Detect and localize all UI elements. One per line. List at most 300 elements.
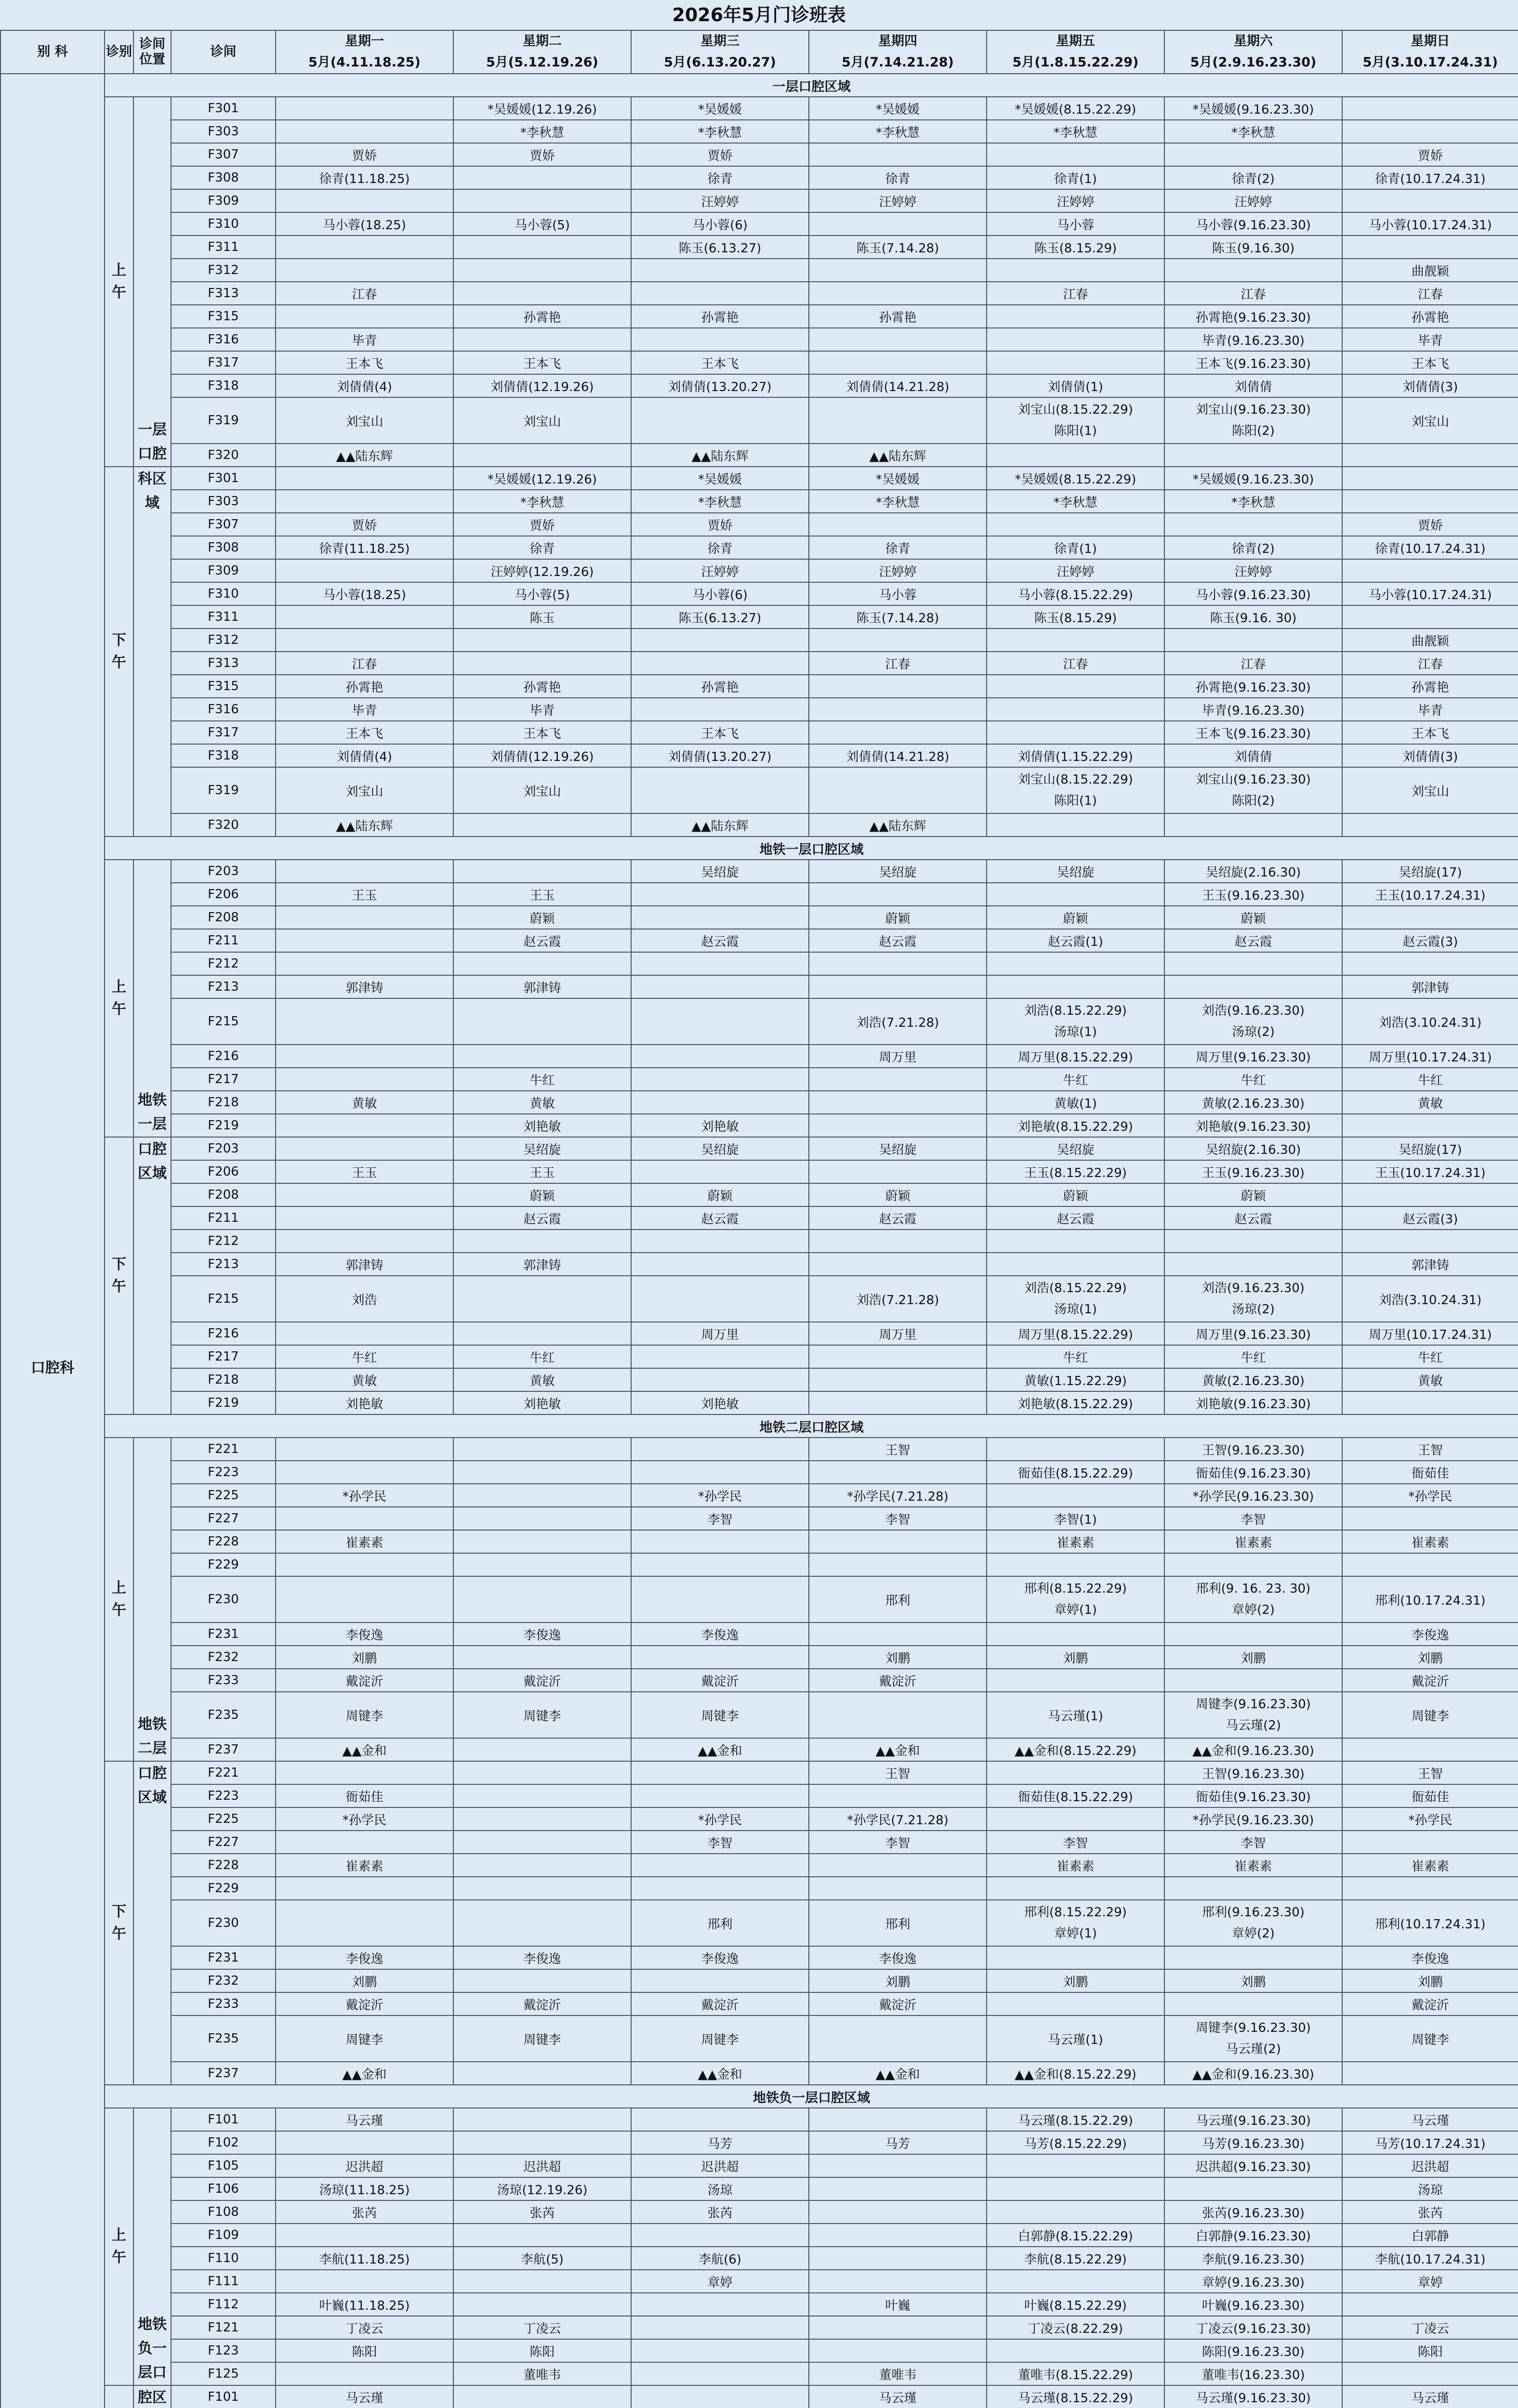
doctor-cell xyxy=(453,1438,631,1461)
doctor-cell: 汤琼(11.18.25) xyxy=(276,2177,453,2200)
doctor-cell: 曲靓颖 xyxy=(1342,259,1518,282)
doctor-cell xyxy=(1342,2362,1518,2385)
schedule-row xyxy=(0,628,1518,652)
doctor-cell xyxy=(276,1761,453,1784)
day-name: 星期六 xyxy=(1234,34,1273,49)
doctor-cell: 李智 xyxy=(631,1507,809,1530)
doctor-cell xyxy=(809,1877,987,1900)
room-cell: F213 xyxy=(171,1253,276,1276)
schedule-row xyxy=(0,397,1518,444)
room-cell: F101 xyxy=(171,2385,276,2408)
doctor-cell: 汪婷婷 xyxy=(987,189,1164,212)
doctor-cell xyxy=(987,2200,1164,2224)
doctor-cell xyxy=(453,259,631,282)
doctor-cell xyxy=(453,1761,631,1784)
doctor-cell: 贾娇 xyxy=(453,143,631,166)
doctor-cell: 章婷(9.16.23.30) xyxy=(1164,2270,1342,2293)
room-cell: F221 xyxy=(171,1438,276,1461)
doctor-cell: *吴媛媛 xyxy=(809,467,987,490)
doctor-cell: 李航(10.17.24.31) xyxy=(1342,2247,1518,2270)
doctor-cell xyxy=(276,1553,453,1576)
doctor-cell xyxy=(453,328,631,351)
doctor-cell xyxy=(809,1461,987,1484)
doctor-cell: 徐青 xyxy=(809,536,987,559)
doctor-cell xyxy=(276,1877,453,1900)
doctor-cell: 贾娇 xyxy=(276,513,453,536)
room-cell: F216 xyxy=(171,1322,276,1345)
day-name: 星期一 xyxy=(345,34,384,49)
doctor-cell xyxy=(1164,1553,1342,1576)
room-cell: F312 xyxy=(171,259,276,282)
room-cell: F110 xyxy=(171,2247,276,2270)
room-cell: F123 xyxy=(171,2339,276,2362)
doctor-cell xyxy=(1342,2293,1518,2316)
doctor-cell: ▲▲金和 xyxy=(809,2062,987,2085)
doctor-cell: 赵云霞(1) xyxy=(987,929,1164,952)
doctor-cell: 刘浩(7.21.28) xyxy=(809,998,987,1045)
doctor-cell: 刘鹏 xyxy=(276,1646,453,1669)
doctor-cell xyxy=(631,998,809,1045)
room-cell: F211 xyxy=(171,1206,276,1230)
doctor-cell xyxy=(1342,813,1518,837)
doctor-cell xyxy=(987,444,1164,467)
doctor-cell xyxy=(1342,1738,1518,1761)
doctor-cell: 王智 xyxy=(809,1438,987,1461)
doctor-cell xyxy=(453,2293,631,2316)
doctor-cell: 刘倩倩(3) xyxy=(1342,744,1518,767)
doctor-cell: 徐青 xyxy=(453,536,631,559)
doctor-entry: 陈阳(1) xyxy=(1054,794,1097,808)
doctor-cell xyxy=(276,860,453,883)
doctor-cell: 刘宝山 xyxy=(276,397,453,444)
day-dates: 5月(3.10.17.24.31) xyxy=(1362,55,1498,70)
room-cell: F303 xyxy=(171,120,276,143)
schedule-row xyxy=(0,860,1518,883)
doctor-cell: 周万里(8.15.22.29) xyxy=(987,1322,1164,1345)
room-cell: F301 xyxy=(171,97,276,120)
doctor-entry: 周键李(9.16.23.30) xyxy=(1196,1697,1311,1712)
doctor-entry: 刘浩(8.15.22.29) xyxy=(1024,1281,1127,1296)
doctor-cell xyxy=(809,1068,987,1091)
doctor-cell: 黄敏 xyxy=(276,1091,453,1114)
doctor-entry: 章婷(1) xyxy=(1054,1603,1097,1617)
doctor-cell: 王智 xyxy=(1342,1761,1518,1784)
doctor-cell: 徐青 xyxy=(809,166,987,189)
doctor-cell xyxy=(453,1854,631,1877)
schedule-row xyxy=(0,1068,1518,1091)
doctor-cell: 刘浩 xyxy=(276,1276,453,1322)
doctor-cell: 徐青(1) xyxy=(987,166,1164,189)
schedule-row xyxy=(0,120,1518,143)
doctor-cell xyxy=(276,1183,453,1206)
doctor-cell: 蔚颖 xyxy=(1164,906,1342,929)
doctor-cell xyxy=(276,189,453,212)
doctor-cell: 崔素素 xyxy=(987,1530,1164,1553)
doctor-entry: 章婷(2) xyxy=(1232,1603,1275,1617)
room-cell: F232 xyxy=(171,1969,276,1992)
doctor-cell xyxy=(631,259,809,282)
doctor-cell xyxy=(809,1692,987,1738)
doctor-cell: 马小蓉(8.15.22.29) xyxy=(987,582,1164,605)
session-label: 上午 xyxy=(105,2108,133,2385)
schedule-row xyxy=(0,212,1518,236)
doctor-cell xyxy=(987,1992,1164,2015)
doctor-cell: 马芳(9.16.23.30) xyxy=(1164,2131,1342,2154)
doctor-cell: *孙学民 xyxy=(631,1484,809,1507)
doctor-cell: 刘鹏 xyxy=(276,1969,453,1992)
schedule-row xyxy=(0,2015,1518,2062)
doctor-cell: 刘倩倩(12.19.26) xyxy=(453,744,631,767)
doctor-cell: 马小蓉(18.25) xyxy=(276,582,453,605)
doctor-cell xyxy=(631,1530,809,1553)
doctor-cell xyxy=(453,189,631,212)
schedule-row xyxy=(0,1253,1518,1276)
room-cell: F309 xyxy=(171,189,276,212)
doctor-cell: *孙学民(9.16.23.30) xyxy=(1164,1807,1342,1831)
doctor-cell xyxy=(987,628,1164,652)
doctor-cell: 刘浩(7.21.28) xyxy=(809,1276,987,1322)
doctor-cell: 张芮 xyxy=(276,2200,453,2224)
doctor-cell: 牛红 xyxy=(276,1345,453,1368)
doctor-cell: ▲▲金和 xyxy=(631,2062,809,2085)
schedule-row xyxy=(0,1137,1518,1160)
room-cell: F235 xyxy=(171,1692,276,1738)
schedule-row xyxy=(0,605,1518,628)
doctor-cell: 刘艳敏 xyxy=(276,1391,453,1414)
room-cell: F301 xyxy=(171,467,276,490)
doctor-cell: 徐青(2) xyxy=(1164,166,1342,189)
doctor-cell xyxy=(987,328,1164,351)
doctor-cell: 吴绍旋 xyxy=(453,1137,631,1160)
doctor-cell: 毕青 xyxy=(276,698,453,721)
doctor-entry: 邢利(9.16.23.30) xyxy=(1202,1905,1305,1920)
schedule-row xyxy=(0,929,1518,952)
doctor-cell: 牛红 xyxy=(453,1345,631,1368)
doctor-cell: 王本飞 xyxy=(453,721,631,744)
doctor-cell: 赵云霞 xyxy=(1164,929,1342,952)
doctor-cell: 马芳 xyxy=(809,2131,987,2154)
doctor-cell: 迟洪超(9.16.23.30) xyxy=(1164,2154,1342,2177)
doctor-cell: 吴绍旋(2.16.30) xyxy=(1164,1137,1342,1160)
doctor-cell xyxy=(1164,1669,1342,1692)
doctor-cell xyxy=(276,467,453,490)
doctor-cell: 刘倩倩(14.21.28) xyxy=(809,744,987,767)
doctor-cell: 王玉(10.17.24.31) xyxy=(1342,1160,1518,1183)
doctor-cell: 吴绍旋 xyxy=(987,1137,1164,1160)
doctor-cell: 王本飞(9.16.23.30) xyxy=(1164,351,1342,374)
schedule-row xyxy=(0,1576,1518,1623)
header-dept: 别 科 xyxy=(0,30,105,74)
doctor-cell: 汪婷婷 xyxy=(987,559,1164,582)
doctor-cell: 王本飞 xyxy=(1342,721,1518,744)
doctor-cell: 董唯韦 xyxy=(809,2362,987,2385)
session-label: 上午 xyxy=(105,860,133,1137)
doctor-entry: 马云瑾(2) xyxy=(1226,2042,1281,2056)
doctor-cell xyxy=(631,1553,809,1576)
doctor-cell: 孙霄艳 xyxy=(1342,675,1518,698)
room-cell: F312 xyxy=(171,628,276,652)
doctor-cell: 赵云霞 xyxy=(453,929,631,952)
doctor-cell: 毕青 xyxy=(276,328,453,351)
doctor-cell xyxy=(276,1461,453,1484)
doctor-cell xyxy=(809,2015,987,2062)
doctor-cell xyxy=(809,2200,987,2224)
room-cell: F311 xyxy=(171,605,276,628)
doctor-cell xyxy=(1342,1230,1518,1253)
doctor-cell xyxy=(1342,467,1518,490)
doctor-cell: 董唯韦(8.15.22.29) xyxy=(987,2362,1164,2385)
doctor-cell: 周键李 xyxy=(276,2015,453,2062)
doctor-cell: 王智(9.16.23.30) xyxy=(1164,1761,1342,1784)
doctor-cell xyxy=(631,767,809,813)
doctor-cell xyxy=(1164,143,1342,166)
room-cell: F121 xyxy=(171,2316,276,2339)
doctor-cell: 孙霄艳 xyxy=(453,675,631,698)
schedule-row xyxy=(0,1553,1518,1576)
schedule-row xyxy=(0,2339,1518,2362)
doctor-cell: 周键李 xyxy=(453,1692,631,1738)
doctor-cell xyxy=(987,259,1164,282)
room-cell: F111 xyxy=(171,2270,276,2293)
doctor-cell: 刘鹏 xyxy=(1342,1646,1518,1669)
doctor-cell xyxy=(987,1553,1164,1576)
doctor-cell xyxy=(631,906,809,929)
schedule-row xyxy=(0,975,1518,998)
doctor-cell: 陈玉(6.13.27) xyxy=(631,236,809,259)
doctor-cell: 刘倩倩(1) xyxy=(987,374,1164,397)
doctor-cell xyxy=(987,2154,1164,2177)
schedule-row xyxy=(0,2385,1518,2408)
doctor-cell: 赵云霞 xyxy=(631,929,809,952)
session-label: 上午 xyxy=(105,1438,133,1761)
doctor-cell xyxy=(631,2385,809,2408)
doctor-cell: *孙学民(7.21.28) xyxy=(809,1807,987,1831)
doctor-cell: 周万里 xyxy=(809,1045,987,1068)
section-title: 地铁一层口腔区域 xyxy=(105,837,1518,860)
room-cell: F309 xyxy=(171,559,276,582)
doctor-entry: 汤琼(2) xyxy=(1232,1302,1275,1317)
doctor-cell: 刘浩(3.10.24.31) xyxy=(1342,998,1518,1045)
doctor-cell: 蔚颖 xyxy=(987,1183,1164,1206)
doctor-cell: 刘艳敏 xyxy=(453,1391,631,1414)
doctor-cell: ▲▲陆东辉 xyxy=(631,813,809,837)
doctor-cell: 吴绍旋(17) xyxy=(1342,1137,1518,1160)
doctor-cell: 牛红 xyxy=(987,1068,1164,1091)
doctor-cell: 徐青(10.17.24.31) xyxy=(1342,166,1518,189)
doctor-cell: 周键李 xyxy=(1342,1692,1518,1738)
area-label: 一层口腔 xyxy=(133,97,171,467)
room-cell: F318 xyxy=(171,374,276,397)
doctor-cell xyxy=(1164,998,1342,1045)
doctor-cell: 陈玉(9.16. 30) xyxy=(1164,605,1342,628)
schedule-row xyxy=(0,1969,1518,1992)
doctor-cell: 戴淀沂 xyxy=(453,1669,631,1692)
doctor-cell xyxy=(1164,259,1342,282)
room-cell: F223 xyxy=(171,1784,276,1807)
room-cell: F218 xyxy=(171,1091,276,1114)
room-cell: F213 xyxy=(171,975,276,998)
doctor-cell: 马小蓉(9.16.23.30) xyxy=(1164,582,1342,605)
schedule-table xyxy=(0,30,1518,2408)
schedule-row xyxy=(0,1391,1518,1414)
doctor-cell: 黄敏 xyxy=(276,1368,453,1391)
doctor-cell xyxy=(1342,1831,1518,1854)
doctor-entry: 陈阳(1) xyxy=(1054,424,1097,438)
schedule-row xyxy=(0,1646,1518,1669)
doctor-cell xyxy=(276,1068,453,1091)
schedule-row xyxy=(0,143,1518,166)
doctor-cell: 李航(11.18.25) xyxy=(276,2247,453,2270)
room-cell: F316 xyxy=(171,698,276,721)
doctor-cell: 蔚颖 xyxy=(987,906,1164,929)
doctor-cell: 戴淀沂 xyxy=(276,1669,453,1692)
doctor-cell: *吴媛媛 xyxy=(631,467,809,490)
room-cell: F313 xyxy=(171,652,276,675)
doctor-cell xyxy=(276,628,453,652)
schedule-row xyxy=(0,2062,1518,2085)
doctor-cell: 孙霄艳(9.16.23.30) xyxy=(1164,675,1342,698)
doctor-cell: 丁凌云 xyxy=(453,2316,631,2339)
schedule-row xyxy=(0,97,1518,120)
doctor-cell: 王玉 xyxy=(276,1160,453,1183)
room-cell: F229 xyxy=(171,1877,276,1900)
doctor-cell: 周键李 xyxy=(631,2015,809,2062)
doctor-cell xyxy=(276,1438,453,1461)
doctor-cell: *吴媛媛(8.15.22.29) xyxy=(987,467,1164,490)
doctor-cell xyxy=(631,2293,809,2316)
doctor-cell: 刘倩倩(1.15.22.29) xyxy=(987,744,1164,767)
doctor-cell: 刘艳敏(9.16.23.30) xyxy=(1164,1391,1342,1414)
doctor-cell: 李航(9.16.23.30) xyxy=(1164,2247,1342,2270)
doctor-cell: 李俊逸 xyxy=(631,1946,809,1969)
session-label: 下午 xyxy=(105,1761,133,2085)
schedule-row xyxy=(0,467,1518,490)
doctor-cell xyxy=(987,513,1164,536)
doctor-cell: *李秋慧 xyxy=(809,120,987,143)
doctor-cell: 贾娇 xyxy=(631,143,809,166)
doctor-cell: ▲▲金和 xyxy=(276,1738,453,1761)
doctor-cell: *吴媛媛(9.16.23.30) xyxy=(1164,467,1342,490)
schedule-row xyxy=(0,490,1518,513)
doctor-cell xyxy=(1164,1576,1342,1623)
room-cell: F235 xyxy=(171,2015,276,2062)
doctor-cell: 吴绍旋 xyxy=(631,860,809,883)
doctor-entry: 邢利(8.15.22.29) xyxy=(1024,1905,1127,1920)
schedule-row xyxy=(0,444,1518,467)
doctor-cell xyxy=(809,1160,987,1183)
doctor-cell: 江春 xyxy=(987,652,1164,675)
doctor-cell: 黄敏(2.16.23.30) xyxy=(1164,1368,1342,1391)
doctor-cell: 陈玉(8.15.29) xyxy=(987,605,1164,628)
doctor-cell xyxy=(809,1784,987,1807)
doctor-cell: 戴淀沂 xyxy=(276,1992,453,2015)
doctor-cell: 黄敏 xyxy=(453,1368,631,1391)
room-cell: F230 xyxy=(171,1900,276,1946)
doctor-cell xyxy=(453,1045,631,1068)
doctor-cell: 徐青(10.17.24.31) xyxy=(1342,536,1518,559)
room-cell: F318 xyxy=(171,744,276,767)
doctor-cell: 孙霄艳(9.16.23.30) xyxy=(1164,305,1342,328)
doctor-cell xyxy=(987,698,1164,721)
doctor-cell: 吴绍旋 xyxy=(809,1137,987,1160)
doctor-cell: 牛红 xyxy=(1342,1345,1518,1368)
room-cell: F233 xyxy=(171,1669,276,1692)
doctor-cell xyxy=(631,1461,809,1484)
room-cell: F319 xyxy=(171,397,276,444)
doctor-cell: 蔚颖 xyxy=(809,1183,987,1206)
doctor-cell xyxy=(453,1507,631,1530)
doctor-cell: 叶巍 xyxy=(809,2293,987,2316)
doctor-cell: 李俊逸 xyxy=(453,1623,631,1646)
doctor-cell: 刘倩倩(14.21.28) xyxy=(809,374,987,397)
doctor-cell xyxy=(631,1253,809,1276)
doctor-cell xyxy=(453,652,631,675)
doctor-cell: ▲▲陆东辉 xyxy=(809,444,987,467)
doctor-cell xyxy=(276,2224,453,2247)
doctor-cell: 崔素素 xyxy=(1164,1854,1342,1877)
doctor-cell: 贾娇 xyxy=(276,143,453,166)
schedule-row xyxy=(0,2224,1518,2247)
doctor-cell: 徐青(11.18.25) xyxy=(276,536,453,559)
room-cell: F308 xyxy=(171,166,276,189)
doctor-cell xyxy=(987,1877,1164,1900)
schedule-row xyxy=(0,883,1518,906)
doctor-cell: 蔚颖 xyxy=(453,1183,631,1206)
doctor-cell xyxy=(276,236,453,259)
doctor-cell: 李智 xyxy=(631,1831,809,1854)
schedule-row xyxy=(0,767,1518,813)
doctor-cell xyxy=(987,1623,1164,1646)
room-cell: F219 xyxy=(171,1114,276,1137)
doctor-cell xyxy=(809,1091,987,1114)
doctor-cell: 戴淀沂 xyxy=(809,1669,987,1692)
doctor-cell xyxy=(1164,513,1342,536)
doctor-cell: 叶巍(9.16.23.30) xyxy=(1164,2293,1342,2316)
doctor-cell: 王玉 xyxy=(453,1160,631,1183)
doctor-cell: 蔚颖 xyxy=(809,906,987,929)
doctor-cell xyxy=(1164,1230,1342,1253)
doctor-cell xyxy=(1164,628,1342,652)
doctor-cell: 李俊逸 xyxy=(453,1946,631,1969)
doctor-cell xyxy=(1342,1183,1518,1206)
schedule-row xyxy=(0,1368,1518,1391)
doctor-cell xyxy=(809,1391,987,1414)
header-session: 诊别 xyxy=(105,30,133,74)
doctor-cell: 衙茹佳 xyxy=(1342,1461,1518,1484)
doctor-entry: 汤琼(1) xyxy=(1054,1302,1097,1317)
room-cell: F203 xyxy=(171,860,276,883)
schedule-row xyxy=(0,2154,1518,2177)
room-cell: F215 xyxy=(171,998,276,1045)
doctor-cell: 刘艳敏 xyxy=(631,1114,809,1137)
doctor-cell xyxy=(631,1438,809,1461)
doctor-cell xyxy=(631,2108,809,2131)
doctor-cell: 周万里 xyxy=(809,1322,987,1345)
doctor-cell xyxy=(809,675,987,698)
room-cell: F212 xyxy=(171,1230,276,1253)
doctor-cell: 王本飞 xyxy=(276,351,453,374)
doctor-cell xyxy=(809,721,987,744)
doctor-entry: 章婷(2) xyxy=(1232,1926,1275,1941)
doctor-cell: 汤琼(12.19.26) xyxy=(453,2177,631,2200)
doctor-cell: 董唯韦(16.23.30) xyxy=(1164,2362,1342,2385)
doctor-cell: 毕青 xyxy=(1342,328,1518,351)
doctor-cell: 戴淀沂 xyxy=(631,1992,809,2015)
doctor-cell: 徐青(1) xyxy=(987,536,1164,559)
doctor-cell: 衙茹佳 xyxy=(276,1784,453,1807)
doctor-cell: 贾娇 xyxy=(453,513,631,536)
doctor-cell: 刘鹏 xyxy=(809,1646,987,1669)
